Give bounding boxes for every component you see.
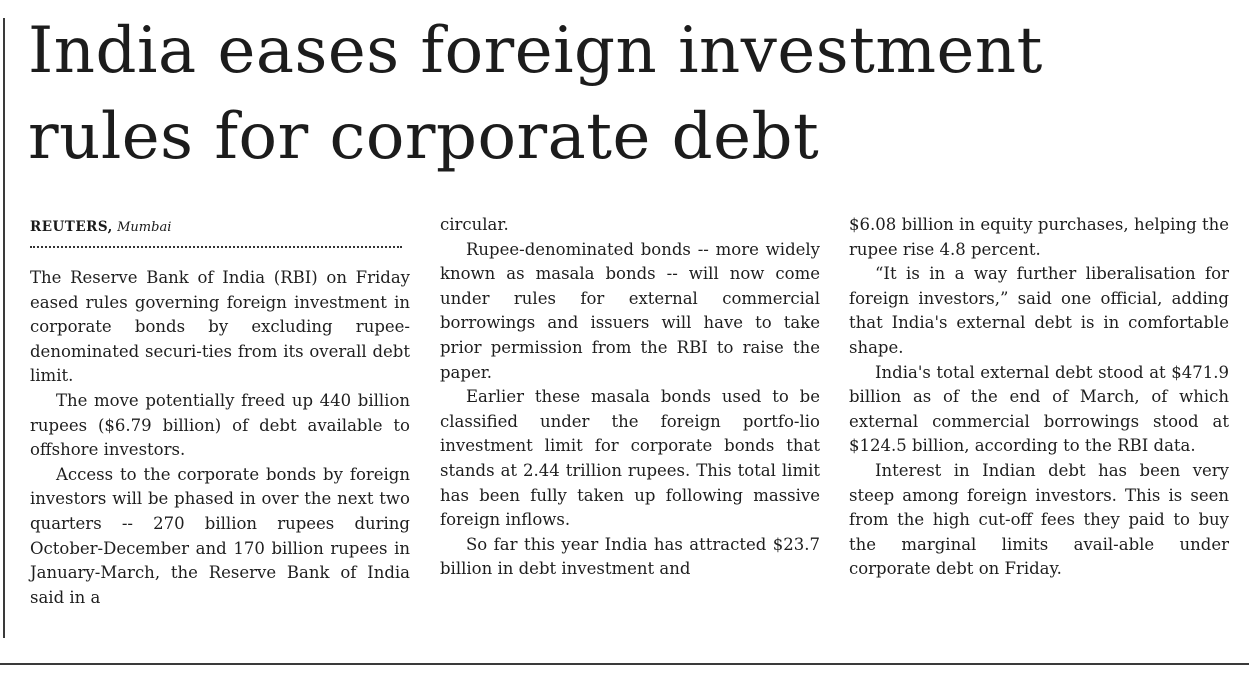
article-paragraph: Rupee-denominated bonds -- more widely known as masala bonds -- will now come under rules for external commercial borrowings and issuers will have to take prior permission from the RBI to raise the paper. bbox=[440, 239, 820, 382]
byline-dotted-divider bbox=[30, 246, 402, 248]
article-paragraph: The move potentially freed up 440 billion rupees ($6.79 billion) of debt available to offshore investors. bbox=[30, 390, 410, 460]
headline bbox=[28, 8, 1243, 180]
article-paragraph: circular. bbox=[440, 215, 509, 234]
byline-source: REUTERS, bbox=[30, 219, 113, 235]
article-paragraph: Access to the corporate bonds by foreign investors will be phased in over the next two quarters -- 270 billion rupees during October-December and 170 billion rupees in January-March, the Reserve Bank of India said in a bbox=[30, 464, 410, 607]
byline bbox=[30, 216, 171, 238]
article-paragraph: Earlier these masala bonds used to be classified under the foreign portfo-lio investment limit for corporate bonds that stands at 2.44 trillion rupees. This total limit has been fully taken up following massive foreign inflows. bbox=[440, 387, 820, 530]
headline-line-1: India eases foreign investment bbox=[28, 14, 1043, 88]
bottom-rule bbox=[0, 663, 1249, 665]
article-column-3 bbox=[849, 213, 1229, 582]
headline-line-2: rules for corporate debt bbox=[28, 100, 820, 174]
article-paragraph: The Reserve Bank of India (RBI) on Friday eased rules governing foreign investment in corporate bonds by excluding rupee-denominated securi-ties from its overall debt limit. bbox=[30, 268, 410, 386]
left-column-rule bbox=[3, 18, 5, 638]
article-paragraph: India's total external debt stood at $471.9 billion as of the end of March, of which external commercial borrowings stood at $124.5 billion, according to the RBI data. bbox=[849, 362, 1229, 456]
article-paragraph: $6.08 billion in equity purchases, helping the rupee rise 4.8 percent. bbox=[849, 215, 1229, 259]
article-paragraph: “It is in a way further liberalisation for foreign investors,” said one official, adding that India's external debt is in comfortable shape. bbox=[849, 264, 1229, 357]
article-paragraph: So far this year India has attracted $23.7 billion in debt investment and bbox=[440, 534, 820, 579]
article-column-2 bbox=[440, 213, 820, 582]
article-paragraph: Interest in Indian debt has been very steep among foreign investors. This is seen from the high cut-off fees they paid to buy the marginal limits avail-able under corporate debt on Friday. bbox=[849, 460, 1229, 579]
article-column-1 bbox=[30, 266, 410, 610]
byline-location: Mumbai bbox=[117, 220, 172, 235]
